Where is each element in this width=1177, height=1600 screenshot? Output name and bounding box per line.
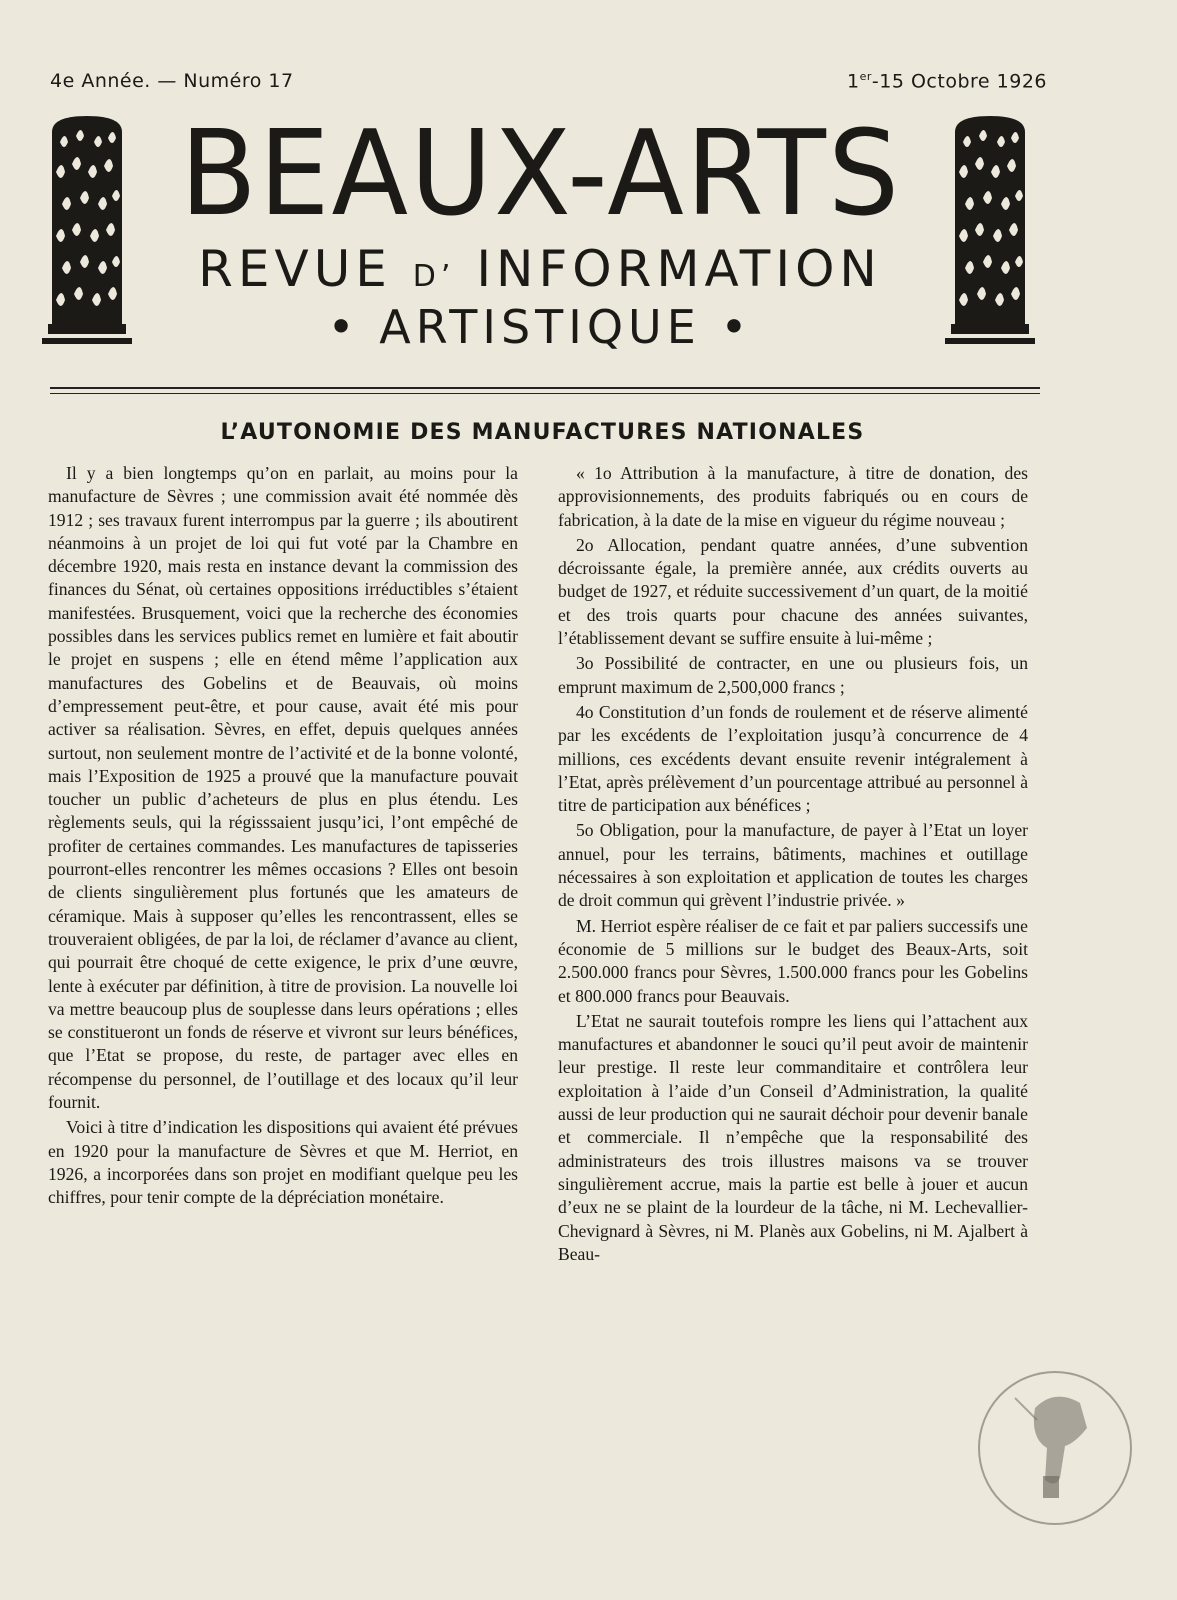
- article-headline: L’AUTONOMIE DES MANUFACTURES NATIONALES: [220, 420, 865, 445]
- article-column-left: [48, 462, 518, 1210]
- issue-number: 4e Année. — Numéro 17: [50, 70, 294, 92]
- masthead-subtitle-line2: • ARTISTIQUE •: [327, 300, 753, 354]
- header-divider-thin: [50, 393, 1040, 394]
- paragraph: 2o Allocation, pendant quatre années, d’une subvention décroissante égale, la première année, aux crédits ouverts au budget de 1927, et réduite successivement d’un quart, de la moitié et des trois quarts pour chacune des années suivantes, l’établissement devant se suffire ensuite à lui-même ;: [558, 534, 1028, 649]
- library-hand-stamp-icon: [975, 1368, 1135, 1528]
- paragraph: 4o Constitution d’un fonds de roulement et de réserve alimenté par les excédents de l’exploitation jusqu’à concurrence de 4 millions, ces excédents devant ensuite revenir intégralement à l’Etat, après prélèvement d’un pourcentage attribué au personnel à titre de participation aux bénéfices ;: [558, 701, 1028, 816]
- paragraph: L’Etat ne saurait toutefois rompre les liens qui l’attachent aux manufactures et abandonner le souci qu’il peut avoir de maintenir leur prestige. Il reste leur commanditaire et contrôlera leur exploitation à l’aide d’un Conseil d’Administration, la qualité aussi de leur production qui ne saurait déchoir pour devenir banale et commerciale. Il n’empêche que la responsabilité des administrateurs des trois illustres maisons va se trouver singulièrement accrue, mais la partie est belle à jouer et aucun d’eux ne se plaint de la lourdeur de la tâche, ni M. Lechevallier-Chevignard à Sèvres, ni M. Planès aux Gobelins, ni M. Ajalbert à Beau-: [558, 1010, 1028, 1264]
- paragraph: 3o Possibilité de contracter, en une ou plusieurs fois, un emprunt maximum de 2,500,000 francs ;: [558, 653, 1028, 697]
- paragraph: Voici à titre d’indication les dispositions qui avaient été prévues en 1920 pour la manufacture de Sèvres et que M. Herriot, en 1926, a incorporées dans son projet en modifiant quelque peu les chiffres, pour tenir compte de la dépréciation monétaire.: [48, 1117, 518, 1208]
- paragraph: M. Herriot espère réaliser de ce fait et par paliers successifs une économie de 5 millions sur le budget des Beaux-Arts, soit 2.500.000 francs pour Sèvres, 1.500.000 francs pour les Gobelins et 800.000 francs pour Beauvais.: [558, 915, 1028, 1006]
- paragraph: Il y a bien longtemps qu’on en parlait, au moins pour la manufacture de Sèvres ; une commission avait été nommée dès 1912 ; ses travaux furent interrompus par la guerre ; ils aboutirent néanmoins à un projet de loi qui fut voté par la Chambre en décembre 1920, mais resta en instance devant la commission des finances du Sénat, où certaines oppositions irréductibles s’étaient manifestées. Brusquement, voici que la recherche des économies possibles dans les services publics remet en lumière et fait aboutir le projet en suspens ; elle en étend même l’application aux manufactures des Gobelins et de Beauvais, où moins d’empressement peut-être, et pour cause, avait été mis pour activer sa réalisation. Sèvres, en effet, depuis quelques années surtout, non seulement montre de l’activité et de la bonne volonté, mais l’Exposition de 1925 a prouvé que la manufacture pouvait toucher un public d’acheteurs de plus en plus étendu. Les règlements seuls, qui la régisssaient jusqu’ici, l’ont empêché de profiter de certaines commandes. Les manufactures de tapisseries pourront-elles rencontrer les mêmes occasions ? Elles ont besoin de clients singulièrement plus fortunés que les amateurs de céramique. Mais à supposer qu’elles les rencontrassent, elles se trouveraient obligées, de par la loi, de réclamer d’avance au client, qui pourrait être choqué de cette exigence, le prix d’une œuvre, lente à exécuter par définition, à titre de provision. La nouvelle loi va mettre beaucoup plus de souplesse dans leurs opérations ; elles se constitueront un fonds de réserve et vivront sur leurs bénéfices, que l’Etat se propose, du reste, de partager avec elles en récompense du personnel, de l’outillage et des locaux qu’il leur fournit.: [48, 463, 518, 1113]
- issue-date: 1er-15 Octobre 1926: [847, 70, 1047, 93]
- header-divider: [50, 387, 1040, 389]
- flame-column-ornament-icon: [42, 112, 132, 362]
- paragraph: 5o Obligation, pour la manufacture, de payer à l’Etat un loyer annuel, pour les terrains, bâtiments, machines et outillage nécessaires à son exploitation et application de toutes les charges de droit commun qui grèvent l’industrie privée. »: [558, 820, 1028, 911]
- flame-column-ornament-icon: [945, 112, 1035, 362]
- masthead-subtitle: REVUE D’ INFORMATION: [198, 240, 882, 298]
- paragraph: « 1o Attribution à la manufacture, à titre de donation, des approvisionnements, des produits fabriqués ou en cours de fabrication, à la date de la mise en vigueur du régime nouveau ;: [558, 463, 1028, 530]
- article-column-right: [558, 462, 1028, 1266]
- masthead-title: BEAUX-ARTS: [179, 105, 902, 243]
